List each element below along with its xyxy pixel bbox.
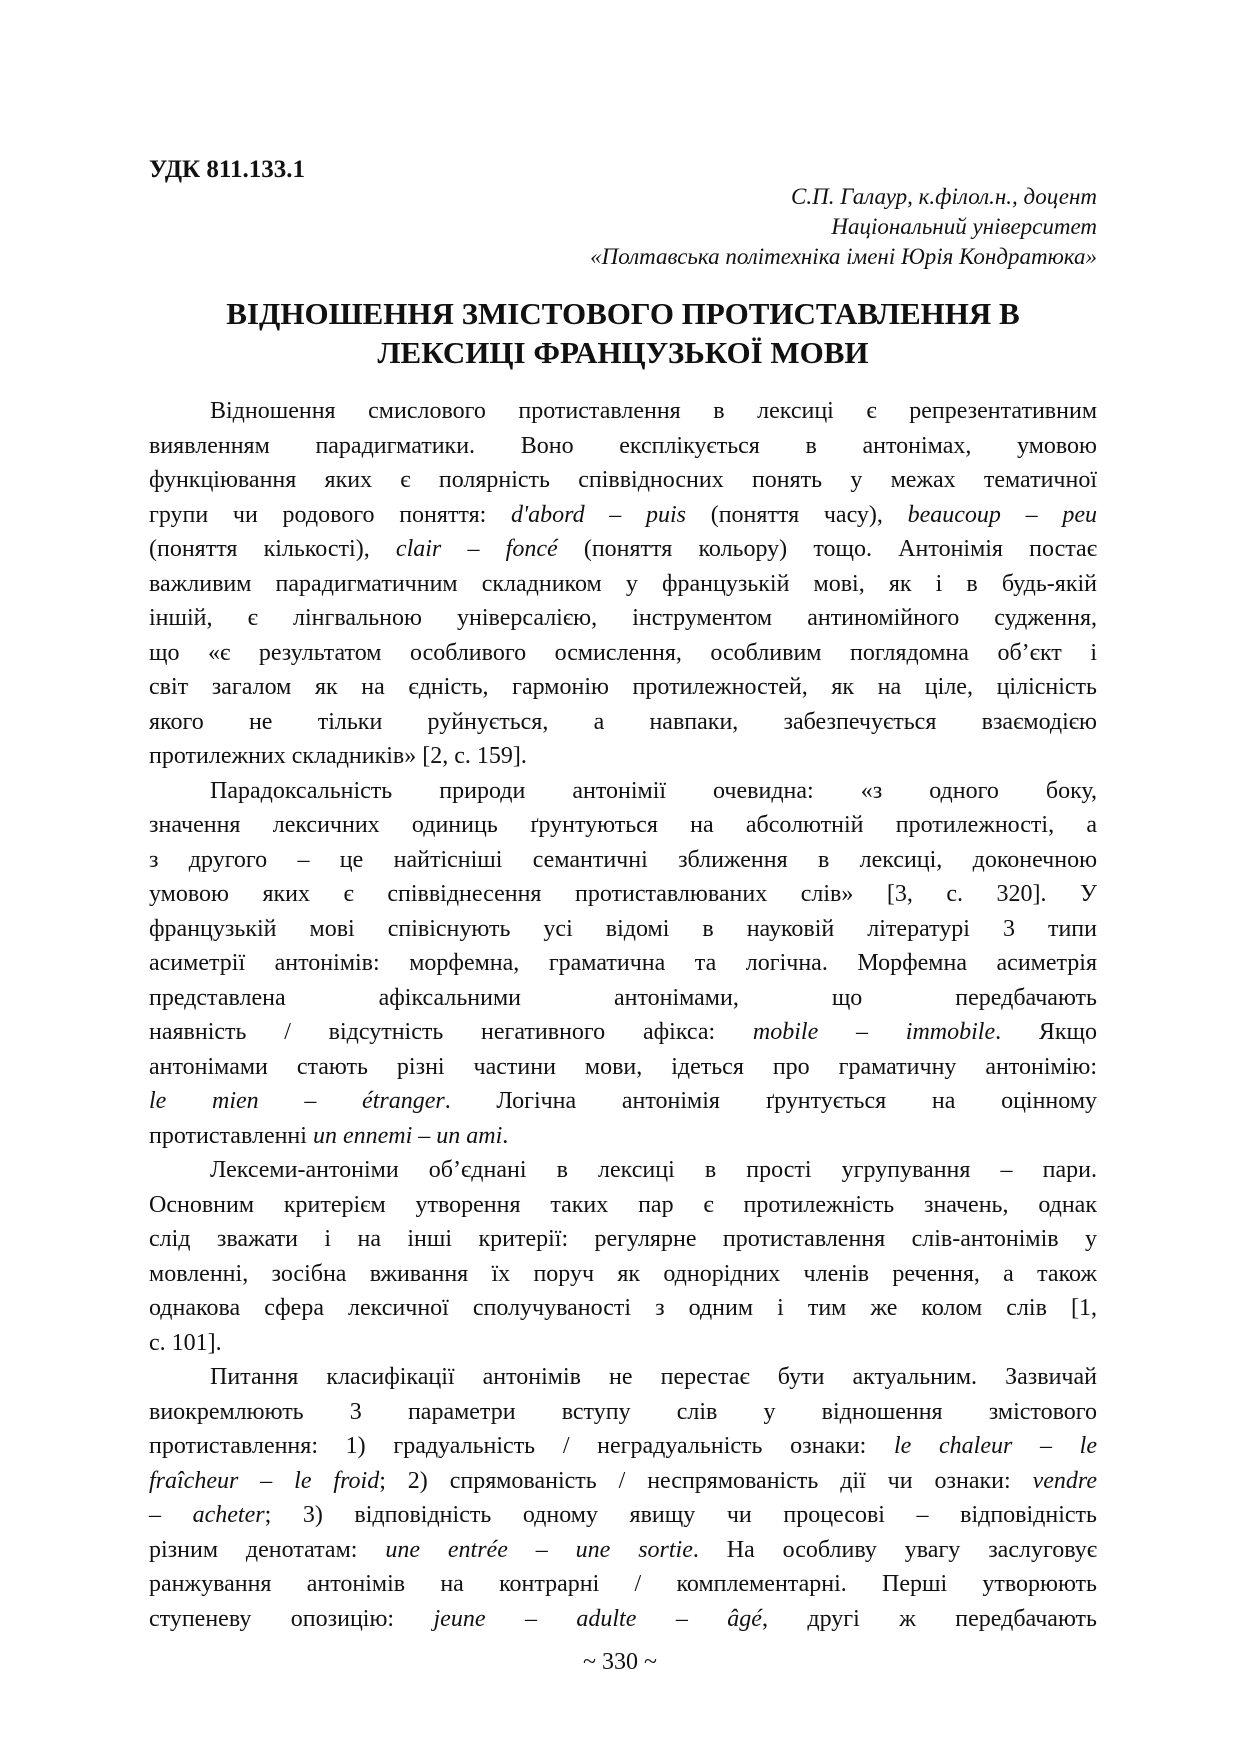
text-run: ступеневу опозицію: [149,1605,434,1632]
text-line [149,1015,1097,1050]
text-run: значення лексичних одиниць ґрунтуються на абсолютній протилежності, а [149,812,1097,838]
text-run: , другі ж передбачають [761,1605,1097,1632]
title-line: ВІДНОШЕННЯ ЗМІСТОВОГО ПРОТИСТАВЛЕННЯ В [226,296,1020,331]
text-line [149,1257,1097,1292]
italic-example: le chaleur – le [893,1433,1098,1459]
text-line [149,429,1097,464]
text-run: ранжування антонімів на контрарні / комплементарні. Перші утворюють [149,1571,1097,1597]
text-run: однакова сфера лексичної сполучуваності з одним і тим же колом слів [1, [149,1295,1097,1321]
text-run: представлена афіксальними антонімами, що передбачають [149,984,1097,1011]
text-run: виявленням парадигматики. Воно експлікується в антонімах, умовою [149,432,1097,459]
text-run: слід зважати і на інші критерії: регулярне протиставлення слів-антонімів у [149,1226,1097,1252]
author-affiliation: Національний університет [831,214,1097,239]
italic-example: vendre [1032,1467,1097,1494]
text-run: Питання класифікації антонімів не перестає бути актуальним. Зазвичай [210,1364,1097,1390]
italic-example: acheter [192,1502,265,1528]
text-line [149,1360,1097,1395]
text-line [149,843,1097,878]
text-line [149,394,1097,429]
author-block [590,182,1097,272]
text-line [149,498,1097,533]
text-line [149,774,1097,809]
text-run: . На особливу увагу заслуговує [692,1536,1098,1563]
text-run: Відношення смислового протиставлення в лексиці є репрезентативним [210,398,1097,424]
text-line [149,1084,1097,1119]
text-run: Лексеми-антоніми об’єднані в лексиці в прості угрупування – пари. [210,1157,1097,1183]
text-run: антонімами стають різні частини мови, ідеться про граматичну антонімію: [149,1053,1097,1080]
text-line [149,1429,1097,1464]
text-run: (поняття часу), [686,501,908,528]
text-line [149,1602,1097,1637]
text-run: наявність / відсутність негативного афікса: [149,1019,753,1045]
text-line [149,1291,1097,1326]
text-line [149,1188,1097,1223]
page-number: ~ 330 ~ [583,1649,657,1675]
author-name: С.П. Галаур, к.філол.н., доцент [791,184,1097,209]
text-run: мовленні, зосібна вживання їх поруч як однорідних членів речення, а також [149,1260,1097,1287]
udk-code: УДК 811.133.1 [149,156,306,183]
text-run: функціювання яких є полярність співвідносних понять у межах тематичної [149,467,1097,493]
text-line [149,1567,1097,1602]
text-line [149,1533,1097,1568]
text-line [149,739,1097,774]
paragraph [149,1153,1097,1360]
text-run: Основним критерієм утворення таких пар є протилежність значень, однак [149,1191,1097,1218]
text-run: умовою яких є співвіднесення протиставлюваних слів» [3, с. 320]. У [149,881,1097,907]
italic-example: fraîcheur – le froid [149,1467,380,1494]
text-run: протиставленні [149,1122,313,1149]
text-line [149,1464,1097,1499]
text-run: з другого – це найтісніші семантичні зближення в лексиці, доконечною [149,846,1097,873]
text-line [149,567,1097,602]
paragraph [149,1360,1097,1636]
text-run: асиметрії антонімів: морфемна, граматична та логічна. Морфемна асиметрія [149,950,1097,976]
italic-example: une entrée – une sortie [385,1536,693,1563]
text-line [149,1153,1097,1188]
text-run: ; 3) відповідність одному явищу чи процесові – відповідність [264,1502,1097,1528]
text-run: якого не тільки руйнується, а навпаки, забезпечується взаємодією [149,708,1097,735]
paragraph [149,394,1097,774]
text-line [149,1498,1097,1533]
italic-example: un ennemi – un ami [312,1122,503,1149]
text-run: с. 101]. [149,1329,222,1356]
italic-example: jeune – adulte – âgé [433,1605,762,1632]
paragraph [149,774,1097,1154]
article-body [149,394,1097,1636]
text-line [149,1119,1097,1154]
text-run: іншій, є лінгвальною універсалією, інструментом антиномійного судження, [149,605,1097,631]
text-run: протилежних складників» [2, с. 159]. [149,743,527,769]
text-run: . Логічна антонімія ґрунтується на оцінному [444,1088,1098,1114]
italic-example: d'abord – puis [511,501,687,528]
text-line [149,532,1097,567]
text-run: – [149,1502,193,1528]
text-run: Парадоксальність природи антонімії очевидна: «з одного боку, [210,777,1097,804]
text-line [149,1050,1097,1085]
text-run: важливим парадигматичним складником у французькій мові, як і в будь-якій [149,570,1097,597]
article-title [149,294,1097,372]
text-run: протиставлення: 1) градуальність / неградуальність ознаки: [149,1433,894,1459]
text-line [149,670,1097,705]
author-affiliation-name: «Полтавська політехніка імені Юрія Кондратюка» [590,244,1097,269]
text-line [149,463,1097,498]
italic-example: beaucoup – peu [907,501,1098,528]
text-run: різним денотатам: [149,1536,386,1563]
text-line [149,636,1097,671]
text-line [149,705,1097,740]
text-run: що «є результатом особливого осмислення, особливим поглядомна об’єкт і [149,639,1097,666]
text-line [149,912,1097,947]
text-line [149,946,1097,981]
italic-example: le mien – étranger [149,1088,445,1114]
title-line: ЛЕКСИЦІ ФРАНЦУЗЬКОЇ МОВИ [377,335,869,370]
text-run: групи чи родового поняття: [149,501,511,528]
text-run: ; 2) спрямованість / неспрямованість дії чи ознаки: [379,1467,1033,1494]
text-line [149,808,1097,843]
italic-example: mobile – immobile [752,1019,996,1045]
text-run: (поняття кількості), [149,536,396,562]
text-run: виокремлюють 3 параметри вступу слів у відношення змістового [149,1398,1097,1425]
text-run: . [502,1122,509,1149]
text-run: світ загалом як на єдність, гармонію протилежностей, як на ціле, цілісність [149,674,1097,700]
text-line [149,1395,1097,1430]
text-line [149,601,1097,636]
text-run: французькій мові співіснують усі відомі в науковій літературі 3 типи [149,915,1097,942]
text-run: . Якщо [995,1019,1098,1045]
text-line [149,981,1097,1016]
text-run: (поняття кольору) тощо. Антонімія постає [557,536,1097,562]
italic-example: clair – foncé [395,536,558,562]
text-line [149,1326,1097,1361]
text-line [149,1222,1097,1257]
text-line [149,877,1097,912]
